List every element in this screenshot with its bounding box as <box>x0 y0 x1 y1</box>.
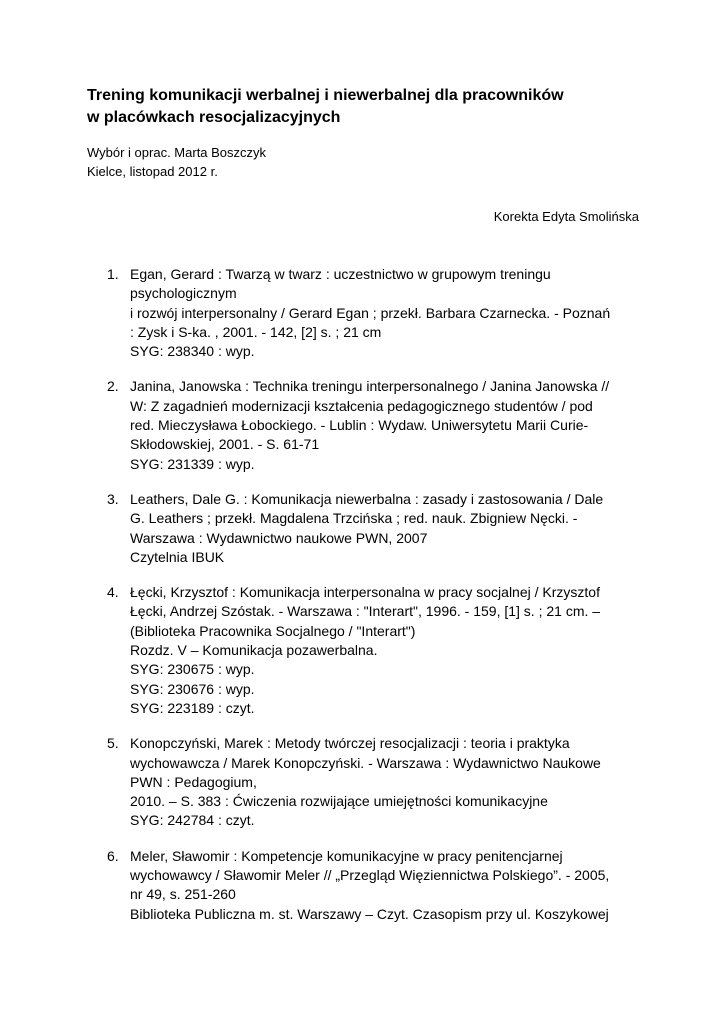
entry-number: 6. <box>107 847 119 864</box>
bibliography-entry <box>107 490 647 567</box>
entry-line: Skłodowskiej, 2001. - S. 61-71 <box>130 436 320 453</box>
entry-line: W: Z zagadnień modernizacji kształcenia pedagogicznego studentów / pod <box>130 397 593 414</box>
document-meta <box>87 143 266 181</box>
document-title <box>87 85 667 129</box>
entry-number: 4. <box>107 584 119 601</box>
entry-line: 2010. – S. 383 : Ćwiczenia rozwijające umiejętności komunikacyjne <box>130 793 548 810</box>
bibliography-list <box>107 265 647 940</box>
entry-line: : Zysk i S-ka. , 2001. - 142, [2] s. ; 21 cm <box>130 323 382 340</box>
entry-line: Czytelnia IBUK <box>130 548 225 565</box>
entry-number: 1. <box>107 266 119 282</box>
entry-line: Rozdz. V – Komunikacja pozawerbalna. <box>130 642 378 659</box>
entry-line: nr 49, s. 251-260 <box>130 886 236 903</box>
entry-line: Warszawa : Wydawnictwo naukowe PWN, 2007 <box>130 529 428 546</box>
entry-line: Janina, Janowska : Technika treningu interpersonalnego / Janina Janowska // <box>130 378 610 395</box>
entry-line: SYG: 230675 : wyp. <box>130 661 255 678</box>
title-line: Trening komunikacji werbalnej i niewerbalnej dla pracowników <box>87 87 564 104</box>
entry-line: Łęcki, Andrzej Szóstak. - Warszawa : "Interart", 1996. - 159, [1] s. ; 21 cm. – <box>130 603 601 620</box>
entry-line: Meler, Sławomir : Kompetencje komunikacyjne w pracy penitencjarnej <box>130 847 563 864</box>
entry-number: 3. <box>107 490 119 507</box>
entry-line: Łęcki, Krzysztof : Komunikacja interpersonalna w pracy socjalnej / Krzysztof <box>130 584 600 601</box>
entry-line: wychowawcy / Sławomir Meler // „Przegląd Więziennictwa Polskiego”. - 2005, <box>130 867 610 884</box>
entry-line: red. Mieczysława Łobockiego. - Lublin : Wydaw. Uniwersytetu Marii Curie- <box>130 417 589 434</box>
entry-line: SYG: 238340 : wyp. <box>130 343 255 360</box>
entry-line: Egan, Gerard : Twarzą w twarz : uczestnictwo w grupowym treningu <box>130 266 551 282</box>
entry-line: SYG: 230676 : wyp. <box>130 680 255 697</box>
entry-number: 2. <box>107 378 119 395</box>
place-date: Kielce, listopad 2012 r. <box>87 164 218 179</box>
entry-line: psychologicznym <box>130 285 237 302</box>
bibliography-entry <box>107 734 647 830</box>
bibliography-entry <box>107 377 647 473</box>
entry-line: (Biblioteka Pracownika Socjalnego / "Interart") <box>130 622 416 639</box>
proofreading-credit: Korekta Edyta Smolińska <box>493 209 639 224</box>
entry-line: SYG: 231339 : wyp. <box>130 455 255 472</box>
entry-line: Konopczyński, Marek : Metody twórczej resocjalizacji : teoria i praktyka <box>130 735 570 752</box>
bibliography-entry <box>107 265 647 361</box>
entry-line: Leathers, Dale G. : Komunikacja niewerbalna : zasady i zastosowania / Dale <box>130 490 604 507</box>
bibliography-entry <box>107 583 647 718</box>
compiled-by: Wybór i oprac. Marta Boszczyk <box>87 145 267 160</box>
entry-line: i rozwój interpersonalny / Gerard Egan ; przekł. Barbara Czarnecka. - Poznań <box>130 304 611 321</box>
entry-number: 5. <box>107 735 119 752</box>
entry-line: SYG: 242784 : czyt. <box>130 812 255 829</box>
bibliography-entry <box>107 847 647 924</box>
entry-line: Biblioteka Publiczna m. st. Warszawy – Czyt. Czasopism przy ul. Koszykowej <box>130 905 609 922</box>
entry-line: PWN : Pedagogium, <box>130 773 257 790</box>
entry-line: wychowawcza / Marek Konopczyński. - Warszawa : Wydawnictwo Naukowe <box>130 754 601 771</box>
entry-line: G. Leathers ; przekł. Magdalena Trzcińska ; red. nauk. Zbigniew Nęcki. - <box>130 510 578 527</box>
title-line: w placówkach resocjalizacyjnych <box>87 109 341 126</box>
entry-line: SYG: 223189 : czyt. <box>130 699 255 716</box>
